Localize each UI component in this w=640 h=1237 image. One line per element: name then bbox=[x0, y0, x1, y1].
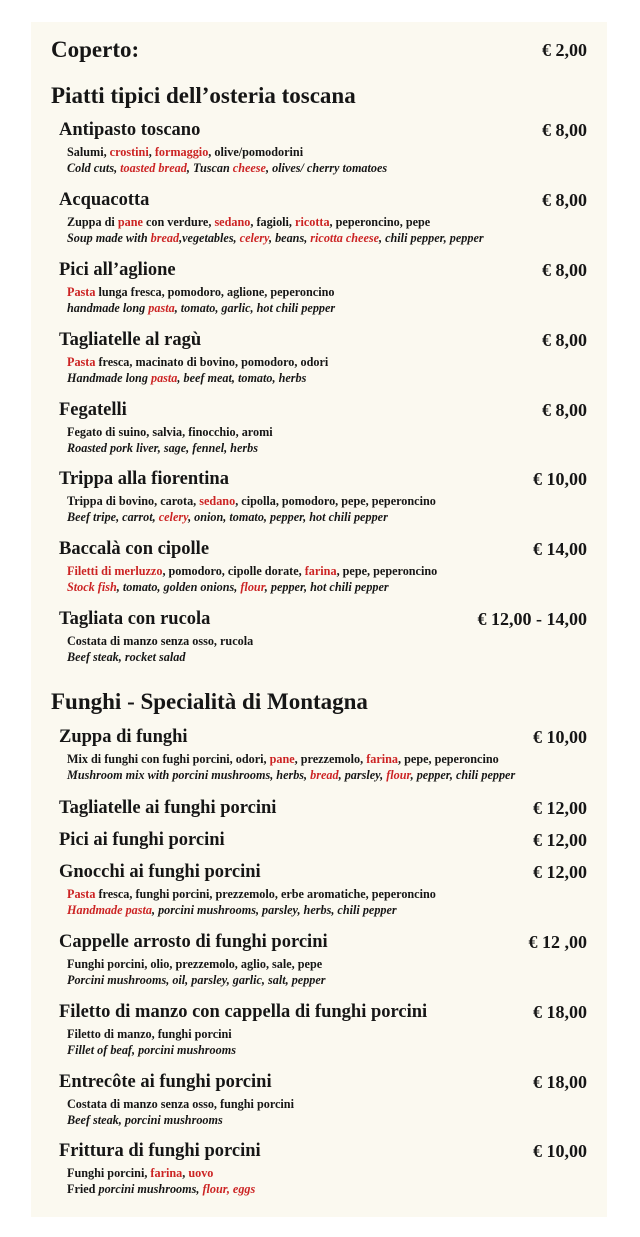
description-text: , fagioli, bbox=[250, 215, 296, 229]
description-text: , olive/pomodorini bbox=[208, 145, 304, 159]
description-english bbox=[67, 1181, 255, 1197]
allergen-text: pane bbox=[269, 752, 295, 766]
description-text: ,vegetables, bbox=[179, 231, 240, 245]
description-text: , pepe, peperoncino bbox=[336, 564, 438, 578]
allergen-text: Pasta bbox=[67, 355, 96, 369]
allergen-text: celery bbox=[239, 231, 269, 245]
allergen-text: crostini bbox=[109, 145, 149, 159]
dish-name: Zuppa di funghi bbox=[59, 727, 188, 747]
dish-price: € 8,00 bbox=[542, 120, 587, 140]
dish-price: € 12,00 bbox=[533, 862, 587, 882]
allergen-text: Handmade pasta bbox=[67, 903, 152, 917]
description-text: , onion, tomato, pepper, hot chili pepper bbox=[188, 510, 388, 524]
description-text: Funghi porcini, bbox=[67, 1166, 151, 1180]
description-text: Fried bbox=[67, 1182, 99, 1196]
dish-name: Pici all’aglione bbox=[59, 260, 176, 280]
dish-name: Acquacotta bbox=[59, 190, 150, 210]
description-text: Costata di manzo senza osso, funghi porcini bbox=[67, 1097, 294, 1111]
dish-price: € 10,00 bbox=[533, 727, 587, 747]
allergen-text: sedano bbox=[214, 215, 251, 229]
description-italian bbox=[67, 956, 322, 972]
description-text: Filetto di manzo, funghi porcini bbox=[67, 1027, 232, 1041]
description-text: Beef steak, rocket salad bbox=[67, 650, 186, 664]
description-english bbox=[67, 649, 185, 665]
description-english bbox=[67, 230, 484, 246]
allergen-text: flour, eggs bbox=[202, 1182, 256, 1196]
description-text: Handmade long bbox=[67, 371, 151, 385]
description-text: lunga fresca, pomodoro, aglione, peperoncino bbox=[95, 285, 335, 299]
description-italian bbox=[67, 493, 436, 509]
dish-name: Tagliatelle al ragù bbox=[59, 330, 202, 350]
dish-name: Entrecôte ai funghi porcini bbox=[59, 1072, 272, 1092]
description-text: Soup made with bbox=[67, 231, 151, 245]
description-text: , pepe, peperoncino bbox=[398, 752, 499, 766]
dish-price: € 18,00 bbox=[533, 1002, 587, 1022]
dish-name: Antipasto toscano bbox=[59, 120, 201, 140]
allergen-text: pasta bbox=[148, 301, 175, 315]
allergen-text: formaggio bbox=[154, 145, 209, 159]
description-text: , beans, bbox=[268, 231, 311, 245]
description-text: fresca, macinato di bovino, pomodoro, odori bbox=[95, 355, 329, 369]
dish-name: Gnocchi ai funghi porcini bbox=[59, 862, 261, 882]
description-italian bbox=[67, 144, 303, 160]
description-text: con verdure, bbox=[142, 215, 215, 229]
description-text: fresca, funghi porcini, prezzemolo, erbe aromatiche, peperoncino bbox=[95, 887, 436, 901]
description-text: Mushroom mix with porcini mushrooms, herbs, bbox=[67, 768, 311, 782]
description-english bbox=[67, 1112, 223, 1128]
description-text: Costata di manzo senza osso, rucola bbox=[67, 634, 254, 648]
dish-price: € 12,00 bbox=[533, 830, 587, 850]
dish-price: € 14,00 bbox=[533, 539, 587, 559]
dish-name: Pici ai funghi porcini bbox=[59, 830, 225, 850]
description-text: , tomato, golden onions, bbox=[116, 580, 241, 594]
allergen-text: ricotta cheese bbox=[310, 231, 380, 245]
dish-price: € 8,00 bbox=[542, 400, 587, 420]
allergen-text: bread bbox=[150, 231, 180, 245]
allergen-text: bread bbox=[310, 768, 339, 782]
description-text: , beef meat, tomato, herbs bbox=[177, 371, 307, 385]
description-text: Trippa di bovino, carota, bbox=[67, 494, 200, 508]
allergen-text: flour bbox=[240, 580, 265, 594]
allergen-text: flour bbox=[386, 768, 411, 782]
description-text: , bbox=[182, 1166, 189, 1180]
dish-price: € 10,00 bbox=[533, 1141, 587, 1161]
description-text: Cold cuts, bbox=[67, 161, 121, 175]
allergen-text: farina bbox=[366, 752, 399, 766]
dish-price: € 12,00 bbox=[533, 798, 587, 818]
description-italian bbox=[67, 886, 436, 902]
description-text: , peperoncino, pepe bbox=[329, 215, 431, 229]
description-text: , parsley, bbox=[338, 768, 387, 782]
dish-name: Tagliatelle ai funghi porcini bbox=[59, 798, 277, 818]
description-english bbox=[67, 509, 388, 525]
description-text: porcini mushrooms, bbox=[98, 1182, 203, 1196]
dish-name: Fegatelli bbox=[59, 400, 127, 420]
description-text: Mix di funghi con fughi porcini, odori, bbox=[67, 752, 270, 766]
description-italian bbox=[67, 751, 499, 767]
description-english bbox=[67, 1042, 236, 1058]
allergen-text: Filetti di merluzzo bbox=[67, 564, 163, 578]
allergen-text: cheese bbox=[232, 161, 266, 175]
section-title: Piatti tipici dell’osteria toscana bbox=[51, 83, 356, 108]
description-italian bbox=[67, 214, 430, 230]
dish-name: Trippa alla fiorentina bbox=[59, 469, 229, 489]
dish-name: Frittura di funghi porcini bbox=[59, 1141, 261, 1161]
allergen-text: sedano bbox=[199, 494, 236, 508]
dish-price: € 8,00 bbox=[542, 330, 587, 350]
description-english bbox=[67, 767, 515, 783]
allergen-text: celery bbox=[158, 510, 189, 524]
allergen-text: farina bbox=[150, 1166, 183, 1180]
dish-price: € 8,00 bbox=[542, 260, 587, 280]
description-text: handmade long bbox=[67, 301, 149, 315]
dish-name: Tagliata con rucola bbox=[59, 609, 211, 629]
description-text: Roasted pork liver, sage, fennel, herbs bbox=[67, 441, 258, 455]
dish-price: € 12,00 - 14,00 bbox=[477, 609, 587, 629]
allergen-text: uovo bbox=[188, 1166, 214, 1180]
description-text: , bbox=[148, 145, 155, 159]
description-english bbox=[67, 300, 335, 316]
allergen-text: toasted bread bbox=[120, 161, 187, 175]
description-text: Salumi, bbox=[67, 145, 110, 159]
allergen-text: Pasta bbox=[67, 887, 96, 901]
description-italian bbox=[67, 1026, 232, 1042]
dish-name: Baccalà con cipolle bbox=[59, 539, 210, 559]
allergen-text: farina bbox=[304, 564, 337, 578]
description-italian bbox=[67, 1165, 213, 1181]
description-english bbox=[67, 370, 306, 386]
description-text: , cipolla, pomodoro, pepe, peperoncino bbox=[235, 494, 436, 508]
description-text: Fillet of beaf, porcini mushrooms bbox=[67, 1043, 236, 1057]
dish-price: € 10,00 bbox=[533, 469, 587, 489]
description-text: , pomodoro, cipolle dorate, bbox=[162, 564, 305, 578]
description-text: Porcini mushrooms, oil, parsley, garlic, salt, pepper bbox=[67, 973, 326, 987]
description-text: , pepper, chili pepper bbox=[410, 768, 516, 782]
description-text: Beef tripe, carrot, bbox=[67, 510, 159, 524]
allergen-text: pane bbox=[117, 215, 143, 229]
description-italian bbox=[67, 633, 253, 649]
description-text: , pepper, hot chili pepper bbox=[264, 580, 389, 594]
description-italian bbox=[67, 354, 328, 370]
description-text: Funghi porcini, olio, prezzemolo, aglio, sale, pepe bbox=[67, 957, 323, 971]
coperto-price: € 2,00 bbox=[542, 40, 587, 60]
description-italian bbox=[67, 284, 334, 300]
description-text: Zuppa di bbox=[67, 215, 118, 229]
dish-price: € 12 ,00 bbox=[528, 932, 587, 952]
dish-name: Cappelle arrosto di funghi porcini bbox=[59, 932, 328, 952]
description-text: , olives/ cherry tomatoes bbox=[265, 161, 388, 175]
description-text: , chili pepper, pepper bbox=[379, 231, 484, 245]
section-title: Funghi - Specialità di Montagna bbox=[51, 689, 368, 714]
description-text: , Tuscan bbox=[186, 161, 233, 175]
description-english bbox=[67, 902, 397, 918]
description-text: , tomato, garlic, hot chili pepper bbox=[174, 301, 336, 315]
dish-price: € 18,00 bbox=[533, 1072, 587, 1092]
description-text: Beef steak, porcini mushrooms bbox=[67, 1113, 223, 1127]
description-english bbox=[67, 972, 326, 988]
description-text: , porcini mushrooms, parsley, herbs, chili pepper bbox=[151, 903, 397, 917]
description-english bbox=[67, 440, 258, 456]
description-text: Fegato di suino, salvia, finocchio, aromi bbox=[67, 425, 273, 439]
coperto-label: Coperto: bbox=[51, 37, 140, 62]
description-english bbox=[67, 160, 387, 176]
description-italian bbox=[67, 424, 273, 440]
dish-price: € 8,00 bbox=[542, 190, 587, 210]
allergen-text: Stock fish bbox=[67, 580, 117, 594]
description-italian bbox=[67, 1096, 294, 1112]
allergen-text: Pasta bbox=[67, 285, 96, 299]
description-text: , prezzemolo, bbox=[294, 752, 367, 766]
allergen-text: ricotta bbox=[295, 215, 330, 229]
allergen-text: pasta bbox=[150, 371, 178, 385]
dish-name: Filetto di manzo con cappella di funghi porcini bbox=[59, 1002, 428, 1022]
description-italian bbox=[67, 563, 437, 579]
description-english bbox=[67, 579, 389, 595]
menu-panel bbox=[31, 22, 607, 1217]
